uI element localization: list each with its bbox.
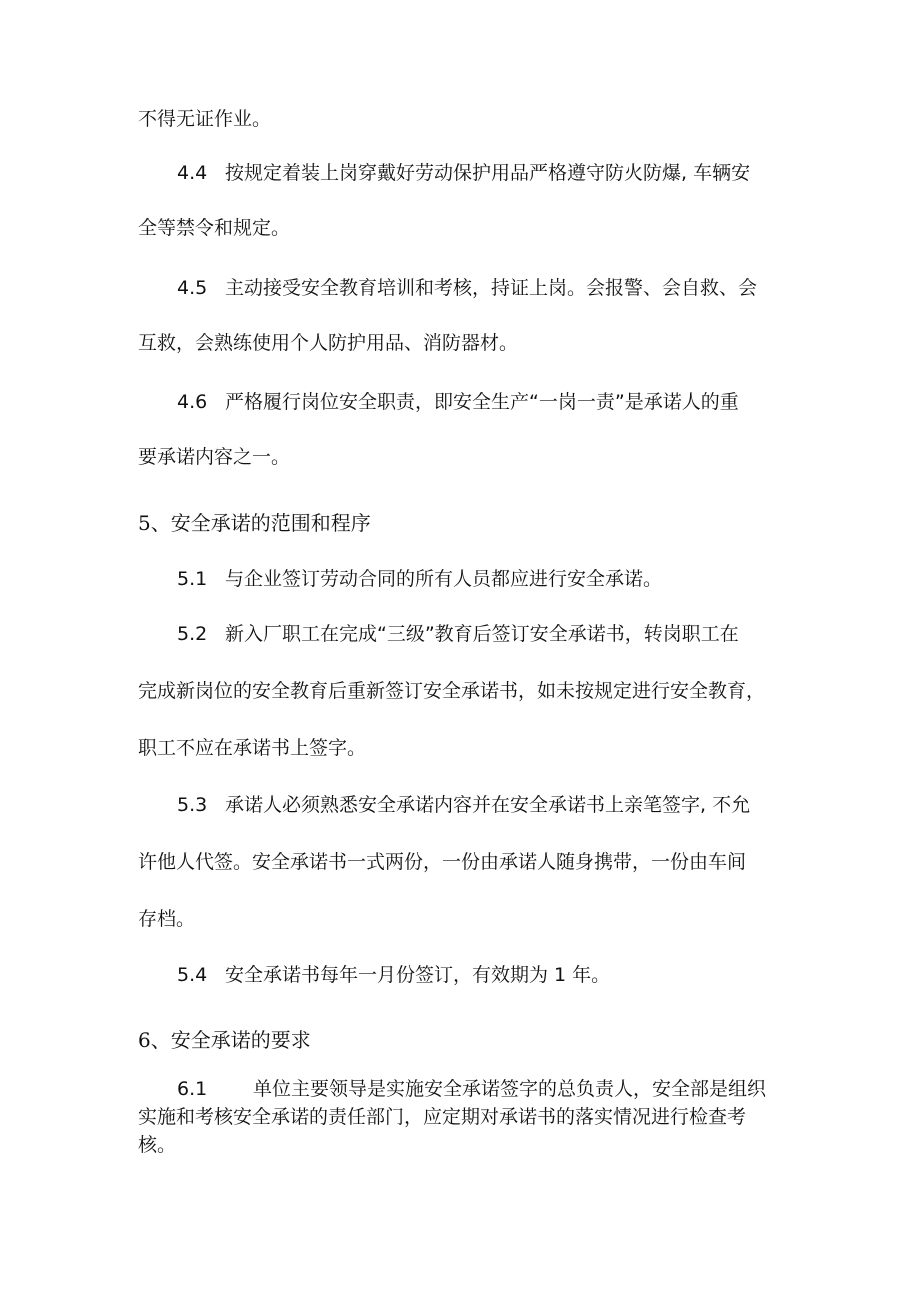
clause-5-3-line-3: 存档。 bbox=[138, 908, 196, 930]
clause-4-6-line-1 bbox=[177, 389, 739, 415]
clause-4-4-line-1 bbox=[177, 160, 750, 186]
clause-4-5-line-1 bbox=[177, 275, 757, 301]
clause-number: 4.4 bbox=[177, 162, 208, 184]
clause-number: 5.1 bbox=[177, 568, 208, 590]
clause-5-3-line-1 bbox=[177, 792, 750, 818]
clause-6-1-line-2: 实施和考核安全承诺的责任部门，应定期对承诺书的落实情况进行检查考 bbox=[138, 1106, 747, 1128]
clause-5-1-line-1 bbox=[177, 566, 662, 592]
clause-number: 5.2 bbox=[177, 623, 208, 645]
clause-number: 5.3 bbox=[177, 794, 208, 816]
clause-text: 单位主要领导是实施安全承诺签字的总负责人，安全部是组织 bbox=[253, 1078, 767, 1100]
clause-number: 4.5 bbox=[177, 277, 208, 299]
clause-5-2-line-1 bbox=[177, 621, 739, 647]
clause-6-1-line-1 bbox=[177, 1076, 766, 1102]
clause-5-2-line-2: 完成新岗位的安全教育后重新签订安全承诺书，如未按规定进行安全教育， bbox=[138, 680, 766, 702]
clause-4-6-line-2: 要承诺内容之一。 bbox=[138, 446, 291, 468]
clause-text: 严格履行岗位安全职责，即安全生产“一岗一责”是承诺人的重 bbox=[225, 391, 739, 413]
clause-text: 承诺人必须熟悉安全承诺内容并在安全承诺书上亲笔签字, 不允 bbox=[225, 794, 751, 816]
clause-number: 5.4 bbox=[177, 964, 208, 986]
clause-text: 安全承诺书每年一月份签订，有效期为 1 年。 bbox=[225, 964, 611, 986]
clause-text: 新入厂职工在完成“三级”教育后签订安全承诺书，转岗职工在 bbox=[225, 623, 739, 645]
clause-5-4-line-1 bbox=[177, 962, 610, 988]
clause-6-1-line-3: 核。 bbox=[138, 1134, 177, 1156]
clause-4-4-line-2: 全等禁令和规定。 bbox=[138, 217, 291, 239]
clause-number: 6.1 bbox=[177, 1078, 208, 1100]
section-5-heading: 5、安全承诺的范围和程序 bbox=[138, 511, 371, 535]
clause-text: 与企业签订劳动合同的所有人员都应进行安全承诺。 bbox=[225, 568, 663, 590]
clause-5-3-line-2: 许他人代签。安全承诺书一式两份，一份由承诺人随身携带，一份由车间 bbox=[138, 851, 747, 873]
clause-text: 主动接受安全教育培训和考核，持证上岗。会报警、会自救、会 bbox=[225, 277, 758, 299]
clause-number: 4.6 bbox=[177, 391, 208, 413]
clause-text: 按规定着装上岗穿戴好劳动保护用品严格遵守防火防爆, 车辆安 bbox=[225, 162, 751, 184]
section-6-heading: 6、安全承诺的要求 bbox=[138, 1028, 311, 1052]
clause-4-5-line-2: 互救，会熟练使用个人防护用品、消防器材。 bbox=[138, 332, 519, 354]
clause-5-2-line-3: 职工不应在承诺书上签字。 bbox=[138, 737, 367, 759]
text-line: 不得无证作业。 bbox=[138, 108, 272, 130]
